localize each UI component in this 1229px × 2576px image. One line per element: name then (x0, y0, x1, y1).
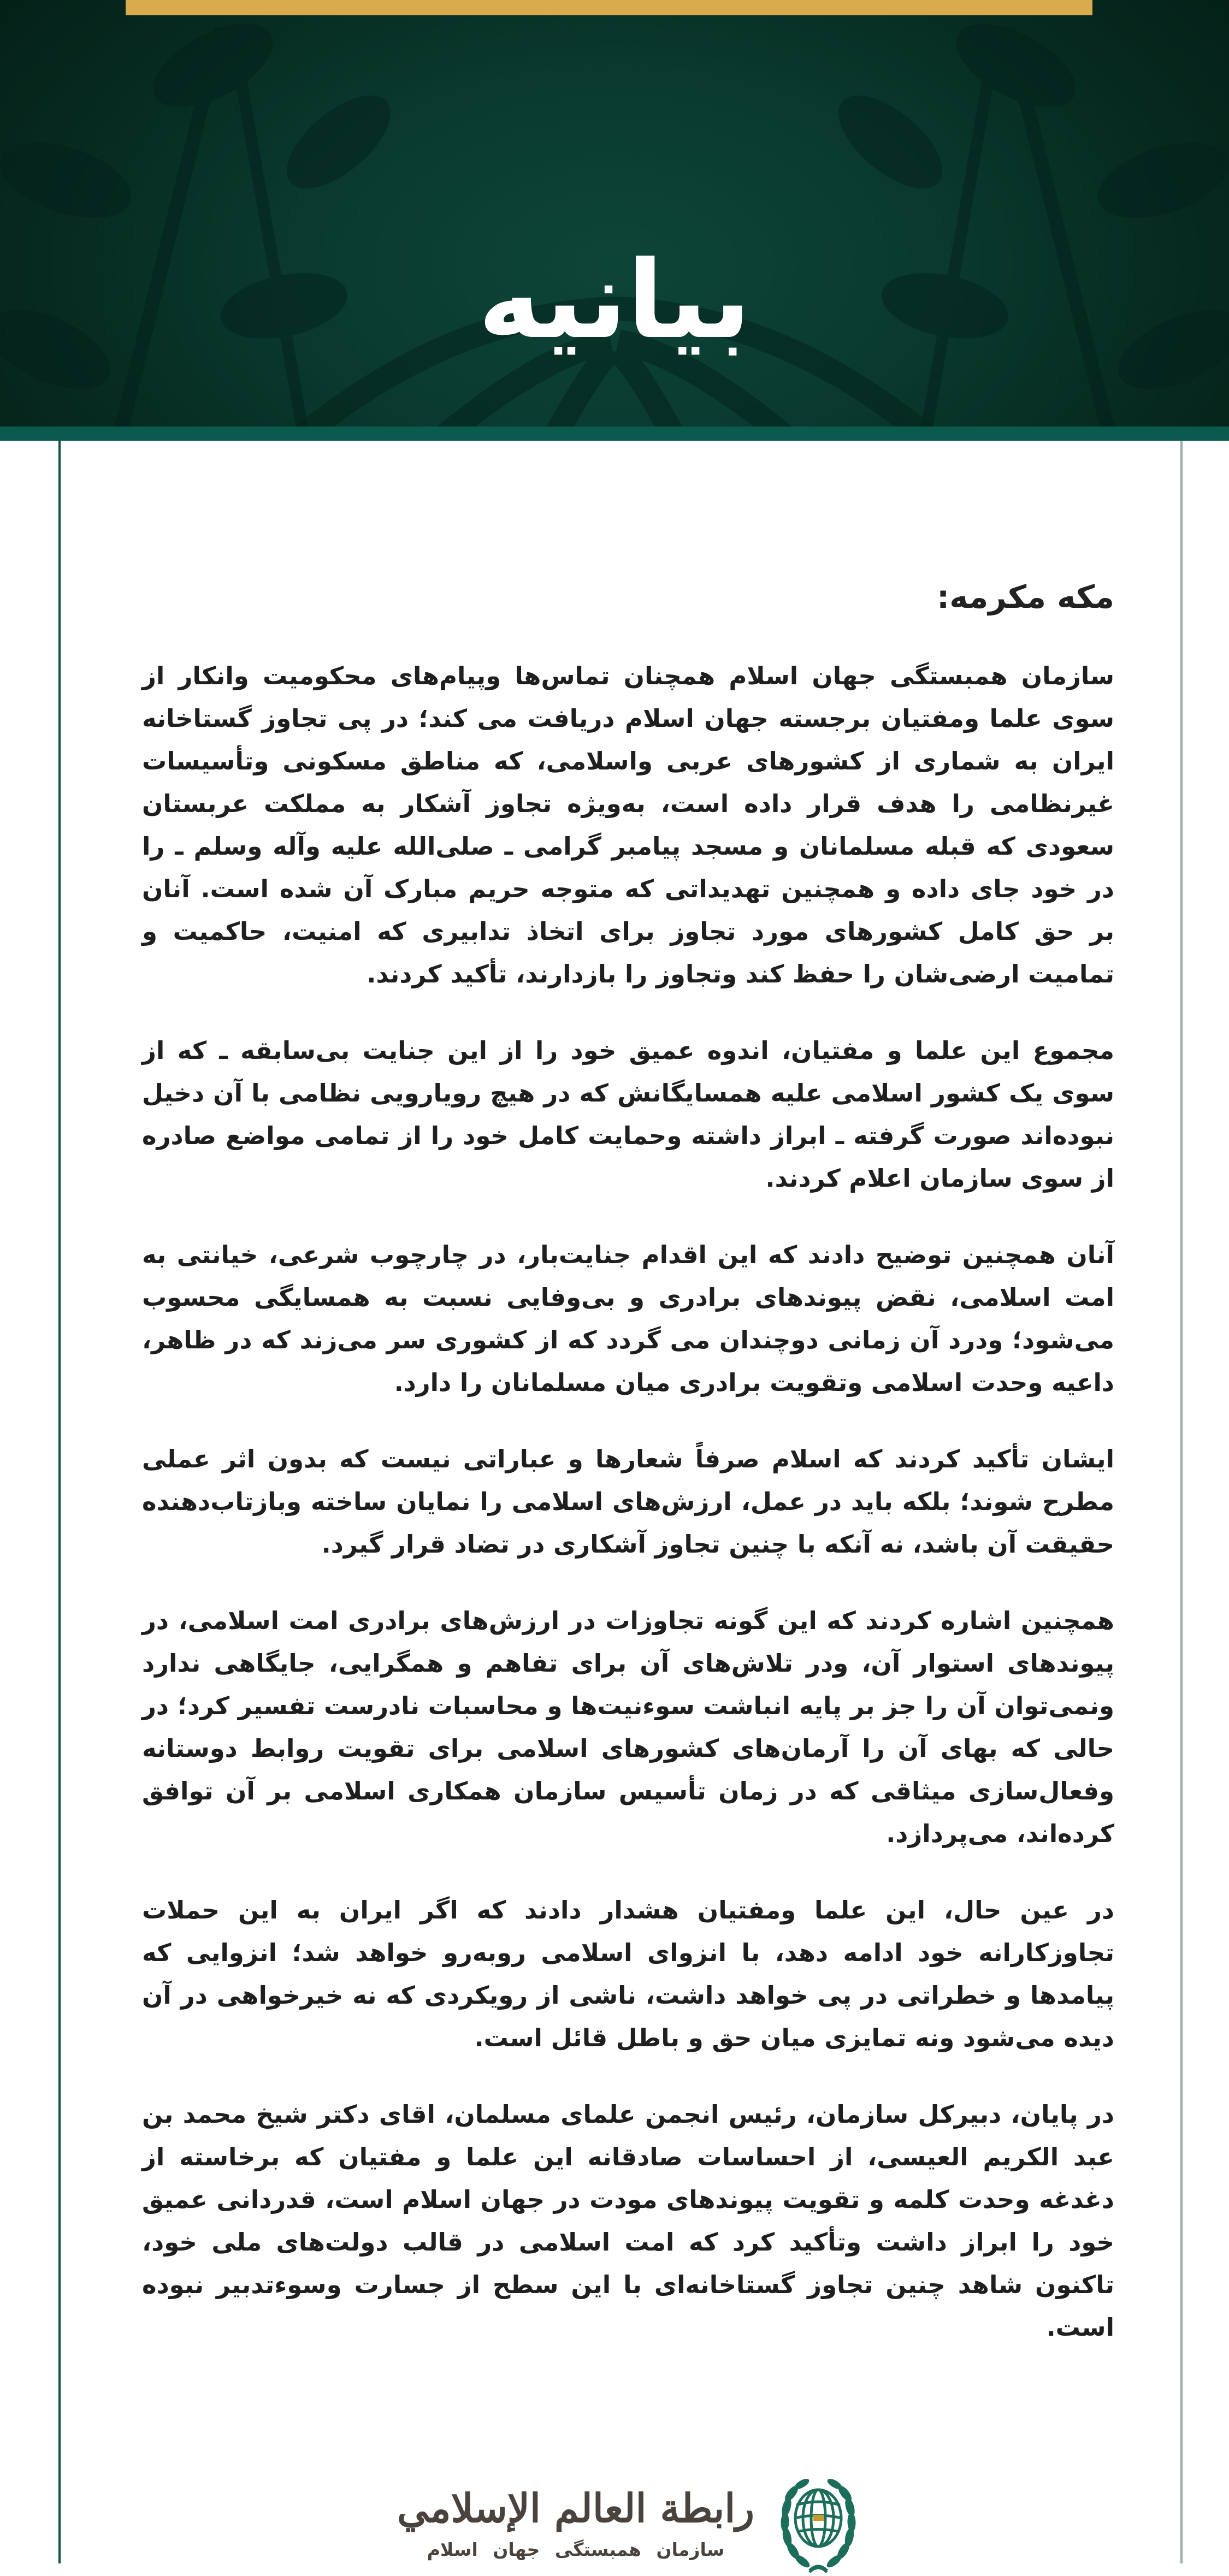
body-paragraph: در پایان، دبیرکل سازمان، رئیس انجمن علمای مسلمان، اقای دکتر شیخ محمد بن عبد الکریم العیسی، از احساسات صادقانه این علما و مفتیان که برخاسته از دغدغه وحدت کلمه و تقویت پیوندهای مودت در جهان اسلام است، قدردانی عمیق خود را ابراز داشت وتأکید کرد که امت اسلامی در قالب دولت‌های ملی خود، تاکنون شاهد چنین تجاوز گستاخانه‌ای با این سطح از جسارت وسوءتدبیر نبوده است. (142, 2100, 1114, 2342)
gold-accent-bar (126, 0, 1092, 15)
statement-title: بیانیه (478, 238, 751, 363)
document-page (0, 441, 1229, 2563)
left-border-rule (58, 441, 61, 2563)
logo-text-block (397, 2485, 754, 2560)
body-paragraph: سازمان همبستگی جهان اسلام همچنان تماس‌ها وپیام‌های محکومیت وانکار از سوی علما ومفتیان برجسته جهان اسلام دریافت می کند؛ در پی تجاوز گستاخانه ایران به شماری از کشورهای عربی واسلامی، که مناطق مسکونی وتأسیسات غیرنظامی را هدف قرار داده است، به‌ویژه تجاوز آشکار به مملکت عربستان سعودی که قبله مسلمانان و مسجد پیامبر گرامی ـ صلی‌الله علیه وآله وسلم ـ را در خود جای داده و همچنین تهدیداتی که متوجه حریم مبارک آن شده است. آنان بر حق کامل کشورهای مورد تجاوز برای اتخاذ تدابیری که امنیت، حاکمیت و تمامیت ارضی‌شان را حفظ کند وتجاوز را بازدارند، تأکید کردند. (142, 661, 1114, 988)
mwl-emblem-icon (777, 2469, 859, 2576)
paragraph-list (142, 655, 1114, 2349)
body-paragraph: مجموع این علما و مفتیان، اندوه عمیق خود را از این جنایت بی‌سابقه ـ که از سوی یک کشور اسلامی علیه همسایگانش که در هیچ رویارویی نظامی با آن دخیل نبوده‌اند صورت گرفته ـ ابراز داشته وحمایت کامل خود را از تمامی مواضع صادره از سوی سازمان اعلام کردند. (142, 1036, 1114, 1193)
document-content (142, 441, 1114, 2576)
wreath-stems (810, 2566, 827, 2572)
body-paragraph: ایشان تأکید کردند که اسلام صرفاً شعارها و عباراتی نیست که بدون اثر عملی مطرح شوند؛ بلکه باید در عمل، ارزش‌های اسلامی را نمایان ساخته وبازتاب‌دهنده حقیقت آن باشد، نه آنکه با چنین تجاوز آشکاری در تضاد قرار گیرد. (142, 1444, 1114, 1559)
logo-persian-name: سازمان همبستگی جهان اسلام (427, 2539, 725, 2560)
body-paragraph: در عین حال، این علما ومفتیان هشدار دادند که اگر ایران به این حملات تجاوزکارانه خود ادامه دهد، با انزوای اسلامی روبه‌رو خواهد شد؛ انزوایی که پیامدها و خطراتی در پی خواهد داشت، ناشی از رویکردی که نه خیرخواهی در آن دیده می‌شود ونه تمایزی میان حق و باطل قائل است. (142, 1896, 1114, 2052)
body-paragraph: همچنین اشاره کردند که این گونه تجاوزات در ارزش‌های برادری امت اسلامی، در پیوندهای استوار آن، ودر تلاش‌های آن برای تفاهم و همگرایی، جایگاهی ندارد ونمی‌توان آن را جز بر پایه انباشت سوءنیت‌ها و محاسبات نادرست تفسیر کرد؛ در حالی که بهای آن را آرمان‌های کشورهای اسلامی برای تقویت روابط دوستانه وفعال‌سازی میثاقی که در زمان تأسیس سازمان همکاری اسلامی بر آن توافق کرده‌اند، می‌پردازد. (142, 1606, 1114, 1848)
header-banner (0, 0, 1229, 427)
teal-divider-strip (0, 427, 1229, 441)
body-paragraph: آنان همچنین توضیح دادند که این اقدام جنایت‌بار، در چارچوب شرعی، خیانتی به امت اسلامی، نقض پیوندهای برادری و بی‌وفایی نسبت به همسایگی محسوب می‌شود؛ ودرد آن زمانی دوچندان می گردد که از کشوری سر می‌زند که در ظاهر، داعیه وحدت اسلامی وتقویت برادری میان مسلمانان را دارد. (142, 1240, 1114, 1397)
salutation-heading: مکه مکرمه: (936, 578, 1114, 615)
kaaba-gold-mark (813, 2515, 824, 2521)
right-border-rule (1180, 441, 1183, 2563)
organization-logo (142, 2469, 1114, 2576)
logo-arabic-name: رابطة العالم الإسلامي (397, 2485, 755, 2531)
